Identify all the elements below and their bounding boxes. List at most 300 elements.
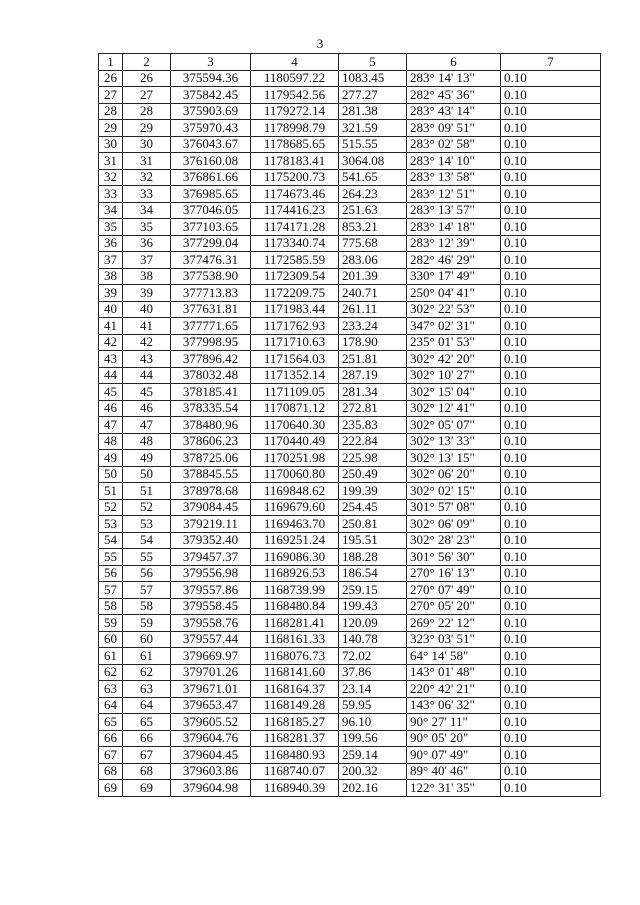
cell-distance: 259.14 xyxy=(339,747,407,764)
cell-x-coordinate: 377299.04 xyxy=(171,235,251,252)
cell-point-number: 52 xyxy=(99,499,123,516)
cell-bearing: 301° 57' 08" xyxy=(407,499,501,516)
cell-point-id: 61 xyxy=(123,648,171,665)
column-header-5: 5 xyxy=(339,54,407,71)
cell-distance: 120.09 xyxy=(339,615,407,632)
cell-point-number: 44 xyxy=(99,367,123,384)
table-row xyxy=(99,516,601,533)
table-row xyxy=(99,450,601,467)
cell-bearing: 302° 42' 20" xyxy=(407,351,501,368)
cell-distance: 261.11 xyxy=(339,301,407,318)
cell-accuracy: 0.10 xyxy=(501,186,601,203)
cell-point-number: 42 xyxy=(99,334,123,351)
cell-y-coordinate: 1178998.79 xyxy=(251,120,339,137)
table-row xyxy=(99,351,601,368)
cell-point-number: 48 xyxy=(99,433,123,450)
table-row xyxy=(99,219,601,236)
table-row xyxy=(99,285,601,302)
cell-point-id: 34 xyxy=(123,202,171,219)
cell-distance: 225.98 xyxy=(339,450,407,467)
page-number: 3 xyxy=(316,36,324,51)
cell-x-coordinate: 378480.96 xyxy=(171,417,251,434)
cell-x-coordinate: 378185.41 xyxy=(171,384,251,401)
cell-y-coordinate: 1175200.73 xyxy=(251,169,339,186)
cell-point-id: 60 xyxy=(123,631,171,648)
cell-bearing: 283° 13' 57" xyxy=(407,202,501,219)
cell-point-id: 33 xyxy=(123,186,171,203)
cell-x-coordinate: 379701.26 xyxy=(171,664,251,681)
cell-distance: 59.95 xyxy=(339,697,407,714)
cell-x-coordinate: 378606.23 xyxy=(171,433,251,450)
cell-distance: 240.71 xyxy=(339,285,407,302)
table-row xyxy=(99,268,601,285)
cell-point-id: 38 xyxy=(123,268,171,285)
cell-x-coordinate: 377896.42 xyxy=(171,351,251,368)
cell-y-coordinate: 1173340.74 xyxy=(251,235,339,252)
cell-y-coordinate: 1174416.23 xyxy=(251,202,339,219)
cell-point-id: 39 xyxy=(123,285,171,302)
cell-bearing: 122° 31' 35" xyxy=(407,780,501,797)
cell-distance: 233.24 xyxy=(339,318,407,335)
cell-accuracy: 0.10 xyxy=(501,499,601,516)
cell-x-coordinate: 379352.40 xyxy=(171,532,251,549)
cell-point-id: 35 xyxy=(123,219,171,236)
cell-x-coordinate: 376985.65 xyxy=(171,186,251,203)
cell-x-coordinate: 379653.47 xyxy=(171,697,251,714)
cell-point-number: 59 xyxy=(99,615,123,632)
cell-x-coordinate: 379558.45 xyxy=(171,598,251,615)
cell-y-coordinate: 1174673.46 xyxy=(251,186,339,203)
cell-y-coordinate: 1170871.12 xyxy=(251,400,339,417)
cell-accuracy: 0.10 xyxy=(501,615,601,632)
cell-y-coordinate: 1168926.53 xyxy=(251,565,339,582)
table-row xyxy=(99,87,601,104)
cell-y-coordinate: 1171762.93 xyxy=(251,318,339,335)
table-row xyxy=(99,70,601,87)
cell-x-coordinate: 375970.43 xyxy=(171,120,251,137)
table-row xyxy=(99,582,601,599)
cell-x-coordinate: 379084.45 xyxy=(171,499,251,516)
cell-bearing: 283° 43' 14" xyxy=(407,103,501,120)
cell-distance: 195.51 xyxy=(339,532,407,549)
cell-bearing: 143° 01' 48" xyxy=(407,664,501,681)
cell-point-id: 49 xyxy=(123,450,171,467)
cell-point-id: 64 xyxy=(123,697,171,714)
cell-x-coordinate: 379604.76 xyxy=(171,730,251,747)
cell-distance: 199.43 xyxy=(339,598,407,615)
cell-point-id: 57 xyxy=(123,582,171,599)
cell-bearing: 235° 01' 53" xyxy=(407,334,501,351)
table-row xyxy=(99,334,601,351)
cell-accuracy: 0.10 xyxy=(501,681,601,698)
cell-accuracy: 0.10 xyxy=(501,516,601,533)
cell-point-number: 35 xyxy=(99,219,123,236)
cell-y-coordinate: 1169251.24 xyxy=(251,532,339,549)
cell-point-number: 68 xyxy=(99,763,123,780)
column-header-1: 1 xyxy=(99,54,123,71)
cell-x-coordinate: 379669.97 xyxy=(171,648,251,665)
cell-point-id: 67 xyxy=(123,747,171,764)
cell-x-coordinate: 376160.08 xyxy=(171,153,251,170)
cell-distance: 96.10 xyxy=(339,714,407,731)
cell-accuracy: 0.10 xyxy=(501,202,601,219)
cell-bearing: 302° 28' 23" xyxy=(407,532,501,549)
cell-accuracy: 0.10 xyxy=(501,730,601,747)
cell-bearing: 282° 46' 29" xyxy=(407,252,501,269)
cell-point-number: 58 xyxy=(99,598,123,615)
cell-accuracy: 0.10 xyxy=(501,268,601,285)
cell-distance: 186.54 xyxy=(339,565,407,582)
table-row xyxy=(99,120,601,137)
table-row xyxy=(99,499,601,516)
cell-x-coordinate: 377046.05 xyxy=(171,202,251,219)
cell-distance: 1083.45 xyxy=(339,70,407,87)
cell-distance: 254.45 xyxy=(339,499,407,516)
cell-x-coordinate: 379605.52 xyxy=(171,714,251,731)
cell-point-number: 41 xyxy=(99,318,123,335)
cell-point-number: 63 xyxy=(99,681,123,698)
cell-point-number: 32 xyxy=(99,169,123,186)
cell-accuracy: 0.10 xyxy=(501,136,601,153)
cell-point-id: 50 xyxy=(123,466,171,483)
cell-point-number: 36 xyxy=(99,235,123,252)
cell-distance: 775.68 xyxy=(339,235,407,252)
cell-y-coordinate: 1171352.14 xyxy=(251,367,339,384)
cell-point-number: 67 xyxy=(99,747,123,764)
column-header-7: 7 xyxy=(501,54,601,71)
table-row xyxy=(99,384,601,401)
cell-point-number: 28 xyxy=(99,103,123,120)
cell-point-number: 46 xyxy=(99,400,123,417)
cell-bearing: 270° 05' 20" xyxy=(407,598,501,615)
cell-bearing: 270° 16' 13" xyxy=(407,565,501,582)
cell-x-coordinate: 379556.98 xyxy=(171,565,251,582)
cell-distance: 251.81 xyxy=(339,351,407,368)
cell-point-number: 64 xyxy=(99,697,123,714)
cell-distance: 272.81 xyxy=(339,400,407,417)
cell-accuracy: 0.10 xyxy=(501,631,601,648)
cell-bearing: 323° 03' 51" xyxy=(407,631,501,648)
cell-accuracy: 0.10 xyxy=(501,598,601,615)
cell-point-id: 31 xyxy=(123,153,171,170)
cell-y-coordinate: 1168185.27 xyxy=(251,714,339,731)
cell-y-coordinate: 1168480.93 xyxy=(251,747,339,764)
cell-point-number: 50 xyxy=(99,466,123,483)
table-row xyxy=(99,697,601,714)
cell-point-id: 40 xyxy=(123,301,171,318)
cell-distance: 202.16 xyxy=(339,780,407,797)
cell-distance: 200.32 xyxy=(339,763,407,780)
cell-point-number: 30 xyxy=(99,136,123,153)
cell-y-coordinate: 1171564.03 xyxy=(251,351,339,368)
cell-accuracy: 0.10 xyxy=(501,532,601,549)
cell-point-number: 39 xyxy=(99,285,123,302)
cell-point-id: 52 xyxy=(123,499,171,516)
table-row xyxy=(99,301,601,318)
cell-y-coordinate: 1168281.41 xyxy=(251,615,339,632)
cell-distance: 140.78 xyxy=(339,631,407,648)
cell-x-coordinate: 378032.48 xyxy=(171,367,251,384)
cell-bearing: 302° 13' 15" xyxy=(407,450,501,467)
cell-point-number: 56 xyxy=(99,565,123,582)
cell-point-number: 37 xyxy=(99,252,123,269)
cell-distance: 250.81 xyxy=(339,516,407,533)
cell-bearing: 283° 09' 51" xyxy=(407,120,501,137)
cell-y-coordinate: 1168480.84 xyxy=(251,598,339,615)
cell-distance: 222.84 xyxy=(339,433,407,450)
cell-x-coordinate: 378845.55 xyxy=(171,466,251,483)
cell-distance: 37.86 xyxy=(339,664,407,681)
cell-point-number: 33 xyxy=(99,186,123,203)
cell-accuracy: 0.10 xyxy=(501,219,601,236)
cell-y-coordinate: 1169848.62 xyxy=(251,483,339,500)
cell-distance: 251.63 xyxy=(339,202,407,219)
cell-x-coordinate: 376043.67 xyxy=(171,136,251,153)
cell-point-id: 28 xyxy=(123,103,171,120)
column-header-6: 6 xyxy=(407,54,501,71)
cell-y-coordinate: 1172309.54 xyxy=(251,268,339,285)
table-row xyxy=(99,565,601,582)
cell-point-id: 63 xyxy=(123,681,171,698)
cell-y-coordinate: 1169679.60 xyxy=(251,499,339,516)
cell-x-coordinate: 379603.86 xyxy=(171,763,251,780)
cell-point-number: 43 xyxy=(99,351,123,368)
cell-point-id: 68 xyxy=(123,763,171,780)
column-header-4: 4 xyxy=(251,54,339,71)
cell-point-number: 54 xyxy=(99,532,123,549)
cell-point-id: 32 xyxy=(123,169,171,186)
cell-accuracy: 0.10 xyxy=(501,582,601,599)
cell-distance: 199.56 xyxy=(339,730,407,747)
table-row xyxy=(99,318,601,335)
cell-distance: 3064.08 xyxy=(339,153,407,170)
cell-bearing: 283° 14' 10" xyxy=(407,153,501,170)
cell-point-number: 45 xyxy=(99,384,123,401)
cell-point-id: 42 xyxy=(123,334,171,351)
cell-accuracy: 0.10 xyxy=(501,120,601,137)
cell-accuracy: 0.10 xyxy=(501,664,601,681)
cell-point-number: 51 xyxy=(99,483,123,500)
cell-bearing: 64° 14' 58" xyxy=(407,648,501,665)
table-row xyxy=(99,169,601,186)
cell-bearing: 302° 02' 15" xyxy=(407,483,501,500)
table-row xyxy=(99,631,601,648)
table-row xyxy=(99,400,601,417)
table-row xyxy=(99,648,601,665)
cell-y-coordinate: 1172585.59 xyxy=(251,252,339,269)
cell-point-id: 30 xyxy=(123,136,171,153)
table-row xyxy=(99,730,601,747)
cell-x-coordinate: 375903.69 xyxy=(171,103,251,120)
cell-point-id: 47 xyxy=(123,417,171,434)
table-row xyxy=(99,466,601,483)
table-row xyxy=(99,532,601,549)
cell-accuracy: 0.10 xyxy=(501,763,601,780)
cell-y-coordinate: 1170440.49 xyxy=(251,433,339,450)
cell-y-coordinate: 1171710.63 xyxy=(251,334,339,351)
cell-point-number: 31 xyxy=(99,153,123,170)
cell-accuracy: 0.10 xyxy=(501,70,601,87)
cell-point-number: 53 xyxy=(99,516,123,533)
cell-bearing: 269° 22' 12" xyxy=(407,615,501,632)
cell-accuracy: 0.10 xyxy=(501,400,601,417)
table-row xyxy=(99,598,601,615)
cell-x-coordinate: 377771.65 xyxy=(171,318,251,335)
cell-point-number: 38 xyxy=(99,268,123,285)
cell-point-id: 48 xyxy=(123,433,171,450)
cell-bearing: 302° 12' 41" xyxy=(407,400,501,417)
cell-point-id: 54 xyxy=(123,532,171,549)
cell-bearing: 250° 04' 41" xyxy=(407,285,501,302)
table-header-row xyxy=(99,54,601,71)
cell-y-coordinate: 1170060.80 xyxy=(251,466,339,483)
cell-point-id: 29 xyxy=(123,120,171,137)
cell-distance: 235.83 xyxy=(339,417,407,434)
cell-point-number: 57 xyxy=(99,582,123,599)
cell-bearing: 90° 27' 11" xyxy=(407,714,501,731)
table-row xyxy=(99,615,601,632)
cell-point-number: 49 xyxy=(99,450,123,467)
cell-y-coordinate: 1178183.41 xyxy=(251,153,339,170)
cell-point-number: 29 xyxy=(99,120,123,137)
cell-accuracy: 0.10 xyxy=(501,367,601,384)
table-row xyxy=(99,103,601,120)
cell-bearing: 220° 42' 21" xyxy=(407,681,501,698)
cell-accuracy: 0.10 xyxy=(501,565,601,582)
cell-distance: 199.39 xyxy=(339,483,407,500)
cell-y-coordinate: 1168940.39 xyxy=(251,780,339,797)
cell-bearing: 283° 14' 13" xyxy=(407,70,501,87)
table-row xyxy=(99,136,601,153)
cell-x-coordinate: 379558.76 xyxy=(171,615,251,632)
cell-y-coordinate: 1172209.75 xyxy=(251,285,339,302)
cell-y-coordinate: 1168149.28 xyxy=(251,697,339,714)
cell-bearing: 302° 22' 53" xyxy=(407,301,501,318)
cell-point-id: 65 xyxy=(123,714,171,731)
cell-bearing: 301° 56' 30" xyxy=(407,549,501,566)
cell-accuracy: 0.10 xyxy=(501,169,601,186)
cell-accuracy: 0.10 xyxy=(501,384,601,401)
cell-bearing: 302° 06' 20" xyxy=(407,466,501,483)
cell-x-coordinate: 377538.90 xyxy=(171,268,251,285)
table-row xyxy=(99,202,601,219)
cell-accuracy: 0.10 xyxy=(501,417,601,434)
cell-bearing: 283° 12' 51" xyxy=(407,186,501,203)
cell-point-number: 47 xyxy=(99,417,123,434)
cell-point-id: 36 xyxy=(123,235,171,252)
cell-accuracy: 0.10 xyxy=(501,483,601,500)
cell-bearing: 283° 13' 58" xyxy=(407,169,501,186)
cell-y-coordinate: 1170251.98 xyxy=(251,450,339,467)
cell-x-coordinate: 377998.95 xyxy=(171,334,251,351)
cell-point-id: 62 xyxy=(123,664,171,681)
cell-y-coordinate: 1168740.07 xyxy=(251,763,339,780)
cell-accuracy: 0.10 xyxy=(501,103,601,120)
column-header-3: 3 xyxy=(171,54,251,71)
cell-point-id: 69 xyxy=(123,780,171,797)
cell-y-coordinate: 1168281.37 xyxy=(251,730,339,747)
cell-point-id: 41 xyxy=(123,318,171,335)
cell-point-number: 55 xyxy=(99,549,123,566)
cell-accuracy: 0.10 xyxy=(501,697,601,714)
cell-point-number: 66 xyxy=(99,730,123,747)
cell-distance: 72.02 xyxy=(339,648,407,665)
cell-point-number: 26 xyxy=(99,70,123,87)
cell-distance: 259.15 xyxy=(339,582,407,599)
cell-point-id: 55 xyxy=(123,549,171,566)
cell-distance: 853.21 xyxy=(339,219,407,236)
cell-x-coordinate: 379557.44 xyxy=(171,631,251,648)
table-row xyxy=(99,252,601,269)
cell-y-coordinate: 1171109.05 xyxy=(251,384,339,401)
cell-y-coordinate: 1169086.30 xyxy=(251,549,339,566)
cell-y-coordinate: 1179542.56 xyxy=(251,87,339,104)
cell-bearing: 270° 07' 49" xyxy=(407,582,501,599)
cell-point-id: 59 xyxy=(123,615,171,632)
cell-distance: 201.39 xyxy=(339,268,407,285)
cell-distance: 277.27 xyxy=(339,87,407,104)
cell-accuracy: 0.10 xyxy=(501,466,601,483)
cell-distance: 188.28 xyxy=(339,549,407,566)
cell-bearing: 282° 45' 36" xyxy=(407,87,501,104)
cell-distance: 287.19 xyxy=(339,367,407,384)
cell-y-coordinate: 1168141.60 xyxy=(251,664,339,681)
table-row xyxy=(99,664,601,681)
cell-bearing: 143° 06' 32" xyxy=(407,697,501,714)
cell-point-id: 27 xyxy=(123,87,171,104)
cell-bearing: 302° 13' 33" xyxy=(407,433,501,450)
cell-bearing: 90° 07' 49" xyxy=(407,747,501,764)
cell-distance: 281.34 xyxy=(339,384,407,401)
cell-x-coordinate: 379219.11 xyxy=(171,516,251,533)
cell-y-coordinate: 1174171.28 xyxy=(251,219,339,236)
cell-x-coordinate: 375594.36 xyxy=(171,70,251,87)
table-row xyxy=(99,186,601,203)
table-row xyxy=(99,763,601,780)
cell-x-coordinate: 378335.54 xyxy=(171,400,251,417)
cell-distance: 281.38 xyxy=(339,103,407,120)
cell-point-id: 45 xyxy=(123,384,171,401)
cell-point-number: 27 xyxy=(99,87,123,104)
cell-accuracy: 0.10 xyxy=(501,351,601,368)
cell-bearing: 302° 05' 07" xyxy=(407,417,501,434)
coordinates-table xyxy=(98,53,601,797)
cell-y-coordinate: 1178685.65 xyxy=(251,136,339,153)
table-row xyxy=(99,433,601,450)
table-row xyxy=(99,714,601,731)
table-row xyxy=(99,367,601,384)
cell-accuracy: 0.10 xyxy=(501,301,601,318)
cell-accuracy: 0.10 xyxy=(501,450,601,467)
table-body xyxy=(99,70,601,796)
cell-point-id: 43 xyxy=(123,351,171,368)
cell-accuracy: 0.10 xyxy=(501,714,601,731)
cell-distance: 321.59 xyxy=(339,120,407,137)
cell-x-coordinate: 376861.66 xyxy=(171,169,251,186)
cell-point-number: 61 xyxy=(99,648,123,665)
cell-bearing: 283° 02' 58" xyxy=(407,136,501,153)
cell-point-id: 51 xyxy=(123,483,171,500)
cell-point-id: 44 xyxy=(123,367,171,384)
cell-distance: 264.23 xyxy=(339,186,407,203)
cell-y-coordinate: 1171983.44 xyxy=(251,301,339,318)
table-row xyxy=(99,235,601,252)
cell-accuracy: 0.10 xyxy=(501,318,601,335)
cell-y-coordinate: 1168161.33 xyxy=(251,631,339,648)
cell-point-id: 66 xyxy=(123,730,171,747)
cell-x-coordinate: 375842.45 xyxy=(171,87,251,104)
cell-bearing: 302° 10' 27" xyxy=(407,367,501,384)
